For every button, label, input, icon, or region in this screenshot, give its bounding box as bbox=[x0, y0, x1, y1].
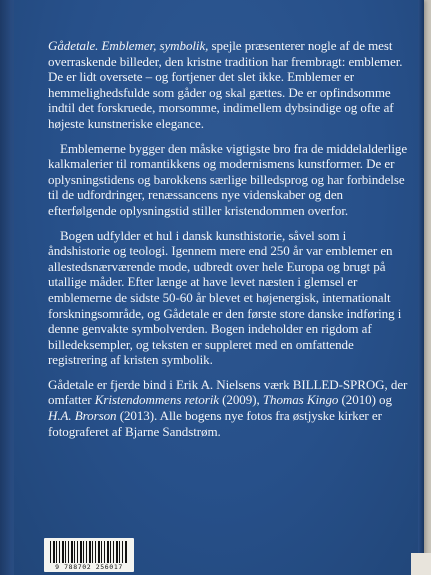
blurb-paragraph-1-text: spejle præsenterer nogle af de mest overraskende billeder, den kristne tradition har frembragt: emblemer. De er lidt oversete – og fortjener det slet ikke. Emblemer er hemmelighedsfulde som gåder og skal gættes. De er opfindsomme indtil det forskruede, morsomme, indimellem dybsindige og ofte af højeste kunstneriske elegance. bbox=[48, 38, 403, 131]
page-corner bbox=[411, 553, 431, 575]
series-year-1: (2009), bbox=[218, 392, 263, 408]
book-edge bbox=[418, 0, 424, 575]
back-cover-blurb bbox=[48, 38, 408, 448]
blurb-paragraph-1 bbox=[48, 38, 408, 132]
blurb-paragraph-3: Bogen udfylder et hul i dansk kunsthistorie, såvel som i åndshistorie og teologi. Igennem mere end 250 år var emblemer en allestedsnærværende mode, udbredt over hele Europa og brugt på utallige måder. Efter længe at have levet næsten i glemsel er emblemerne de sidste 50-60 år blevet et højenergisk, internationalt forskningsområde, og Gådetale er den første store danske indføring i denne genvakte symbolverden. Bogen indeholder en rigdom af billedeksempler, og teksten er suppleret med en omfattende registrering af kristen symbolik. bbox=[48, 227, 402, 368]
series-title-1: Kristendommens retorik bbox=[94, 392, 219, 408]
series-year-2: (2010) og bbox=[338, 392, 392, 408]
series-title-2: Thomas Kingo bbox=[262, 392, 339, 408]
series-title-3: H.A. Brorson bbox=[48, 408, 117, 424]
barcode-digits: 9 788702 256017 bbox=[55, 563, 123, 571]
barcode-bars bbox=[50, 541, 128, 563]
isbn-barcode bbox=[44, 538, 134, 572]
series-outro-text: (2013). Alle bogens nye fotos fra østjyske kirker er fotograferet af Bjarne Sandstrøm. bbox=[48, 408, 382, 439]
blurb-paragraph-4 bbox=[48, 377, 408, 439]
series-intro-text: Gådetale er fjerde bind i Erik A. Nielsens værk BILLED-SPROG, der omfatter bbox=[48, 376, 408, 408]
blurb-paragraph-2: Emblemerne bygger den måske vigtigste bro fra de middelalderlige kalkmalerier til romantikkens og modernismens kunstformer. De er oplysningstidens og barokkens særlige billedsprog og har forbindelse til de udfordringer, renæssancens nye videnskaber og den efterfølgende oplysningstid stiller kristendommen overfor. bbox=[48, 140, 408, 218]
book-title-italic: Gådetale. Emblemer, symbolik, bbox=[48, 38, 209, 53]
